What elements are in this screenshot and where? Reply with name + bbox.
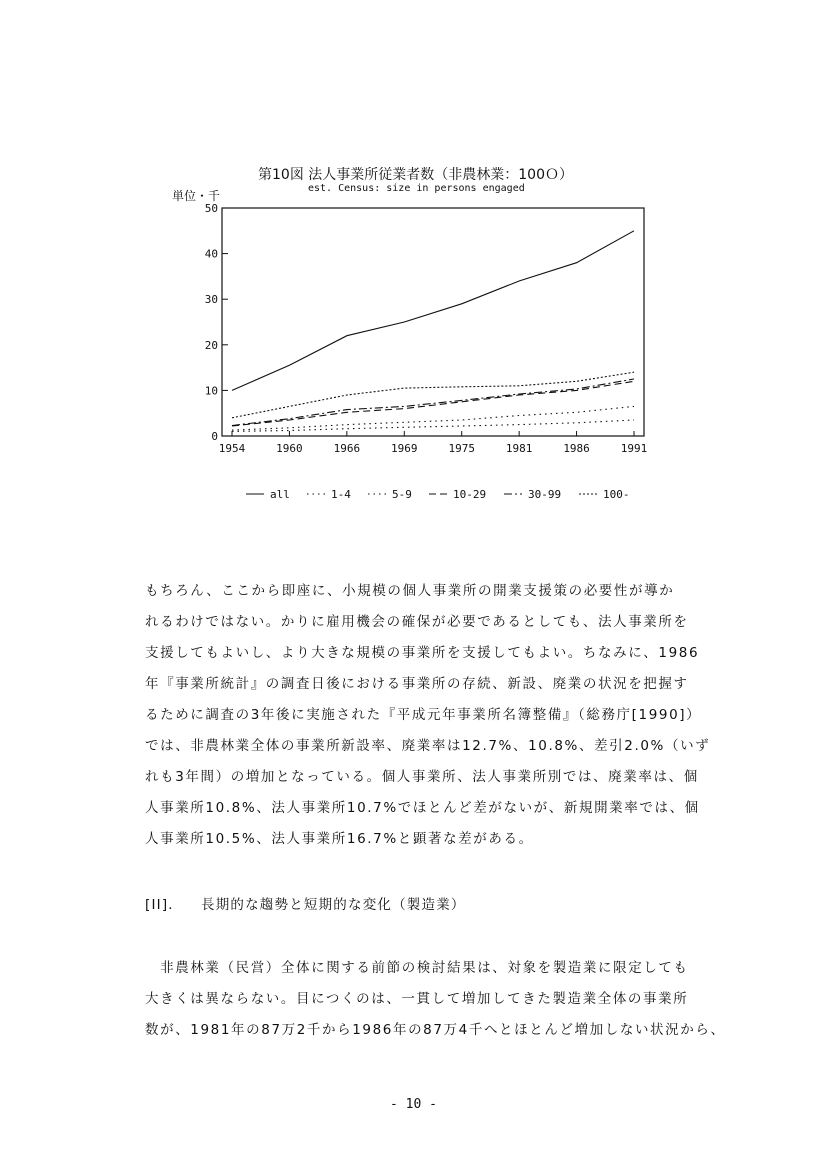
y-tick-label: 30 bbox=[204, 293, 218, 307]
body-paragraph-1 bbox=[145, 576, 745, 855]
text-line: もちろん、ここから即座に、小規模の個人事業所の開業支援策の必要性が導か bbox=[145, 583, 675, 599]
x-tick-label: 1969 bbox=[391, 442, 418, 455]
chart-legend bbox=[246, 488, 630, 501]
legend-label-all: all bbox=[270, 488, 290, 501]
legend-label-30-99: 30-99 bbox=[528, 488, 562, 501]
series-line-1-4 bbox=[232, 420, 634, 431]
y-unit-label: 単位・千 bbox=[172, 189, 221, 203]
figure-title: 第10図 法人事業所従業者数（非農林業：100Ｏ） bbox=[258, 167, 573, 183]
series-line-10-29 bbox=[232, 381, 634, 426]
x-tick-label: 1981 bbox=[505, 442, 533, 455]
x-tick-label: 1954 bbox=[218, 442, 246, 455]
y-tick-label: 50 bbox=[204, 202, 218, 215]
y-tick-label: 40 bbox=[204, 247, 218, 261]
chart-axes bbox=[222, 208, 644, 436]
legend-label-100-: 100- bbox=[603, 488, 630, 501]
series-line-all bbox=[232, 231, 634, 391]
text-line: では、非農林業全体の事業所新設率、廃業率は12.7%、10.8%、差引2.0%（いず bbox=[145, 738, 711, 754]
page-number: - 10 - bbox=[390, 1097, 437, 1112]
body-paragraph-2 bbox=[145, 953, 745, 1046]
y-tick-label: 0 bbox=[211, 430, 218, 443]
section-title: 長期的な趨勢と短期的な変化（製造業） bbox=[201, 897, 466, 913]
x-tick-label: 1975 bbox=[448, 442, 475, 455]
text-line: 人事業所10.5%、法人事業所16.7%と顕著な差がある。 bbox=[145, 831, 534, 847]
chart-series bbox=[232, 231, 634, 432]
y-tick-label: 20 bbox=[204, 338, 218, 352]
text-line: 人事業所10.8%、法人事業所10.7%でほとんど差がないが、新規開業率では、個 bbox=[145, 800, 700, 816]
text-line: 大きくは異ならない。目につくのは、一貫して増加してきた製造業全体の事業所 bbox=[145, 991, 689, 1007]
plot-frame bbox=[222, 208, 644, 436]
text-line: 支援してもよいし、より大きな規模の事業所を支援してもよい。ちなみに、1986 bbox=[145, 645, 700, 661]
section-heading bbox=[145, 893, 484, 913]
x-tick-label: 1960 bbox=[276, 442, 303, 455]
series-line-100- bbox=[232, 372, 634, 418]
line-chart bbox=[0, 0, 827, 520]
x-tick-label: 1966 bbox=[333, 442, 361, 455]
section-number: [II]． bbox=[145, 897, 183, 913]
text-line: るために調査の3年後に実施された『平成元年事業所名簿整備』（総務庁[1990]） bbox=[145, 707, 702, 723]
text-line: れも3年間）の増加となっている。個人事業所、法人事業所別では、廃業率は、個 bbox=[145, 769, 699, 785]
text-line: 非農林業（民営）全体に関する前節の検討結果は、対象を製造業に限定しても bbox=[145, 960, 689, 976]
chart-ticks bbox=[205, 202, 648, 455]
text-line: 数が、1981年の87万2千から1986年の87万4千へとほとんど増加しない状況から、 bbox=[145, 1022, 726, 1038]
legend-label-5-9: 5-9 bbox=[392, 488, 412, 501]
x-tick-label: 1986 bbox=[563, 442, 590, 455]
series-line-30-99 bbox=[232, 379, 634, 426]
text-line: れるわけではない。かりに雇用機会の確保が必要であるとしても、法人事業所を bbox=[145, 614, 689, 630]
legend-label-1-4: 1-4 bbox=[331, 488, 351, 501]
y-tick-label: 10 bbox=[204, 384, 218, 398]
x-tick-label: 1991 bbox=[620, 442, 648, 455]
text-line: 年『事業所統計』の調査日後における事業所の存続、新設、廃業の状況を把握す bbox=[145, 676, 689, 692]
legend-label-10-29: 10-29 bbox=[453, 488, 487, 501]
figure-subtitle: est. Census: size in persons engaged bbox=[308, 183, 525, 194]
